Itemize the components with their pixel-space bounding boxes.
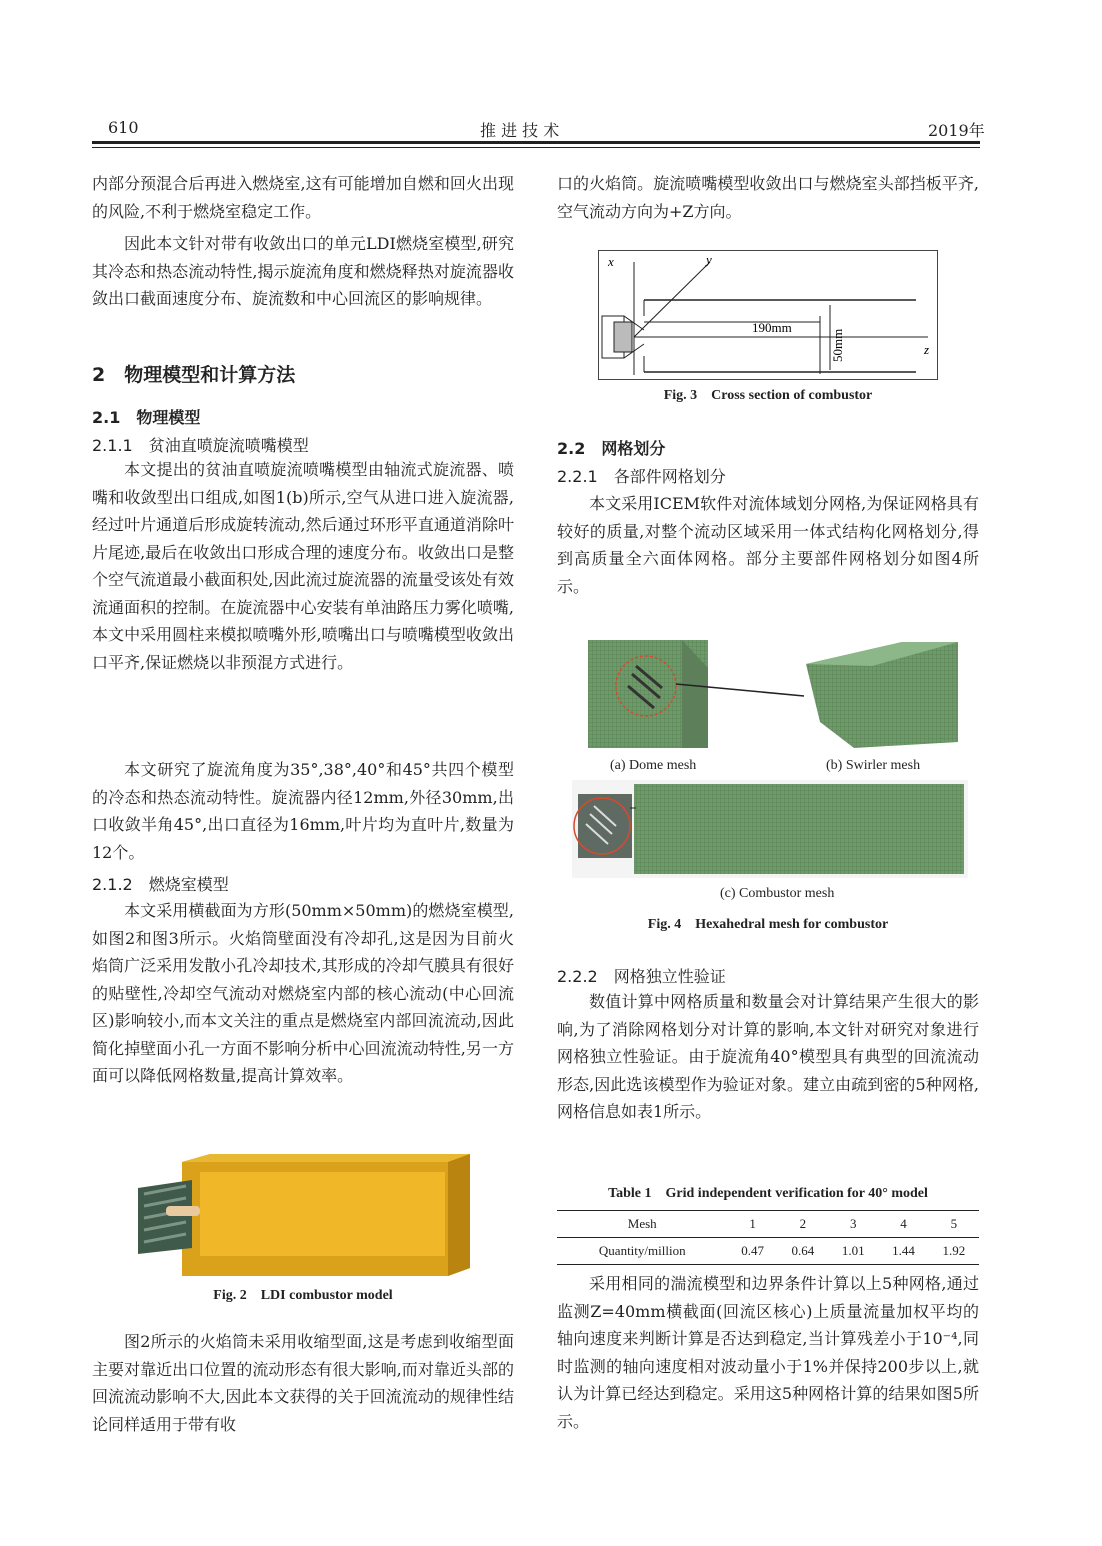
section-2-1-2-heading: 2.1.2 燃烧室模型 — [92, 875, 229, 894]
table-header-cell: 5 — [929, 1211, 979, 1238]
section-2-2-1-heading: 2.2.1 各部件网格划分 — [557, 467, 726, 486]
table-header-row — [557, 1211, 979, 1238]
table-cell: 1.01 — [828, 1238, 878, 1265]
year: 2019年 — [928, 121, 985, 140]
table-cell: 1.92 — [929, 1238, 979, 1265]
table-cell: 1.44 — [878, 1238, 928, 1265]
table-cell: 0.64 — [778, 1238, 828, 1265]
fig3-cross-section — [598, 250, 938, 380]
journal-name: 推 进 技 术 — [480, 121, 560, 140]
fig3-y-label: y — [706, 252, 712, 267]
fig2-combustor-model — [130, 1150, 480, 1280]
fig2-caption: Fig. 2 LDI combustor model — [213, 1288, 393, 1303]
right-para-4: 采用相同的湍流模型和边界条件计算以上5种网格,通过监测Z=40mm横截面(回流区核心)上质量流量加权平均的轴向速度来判断计算是否达到稳定,当计算残差小于10⁻⁴,同时监测的轴向速度相对波动量小于1%并保持200步以上,就认为计算已经达到稳定。采用这5种网格计算的结果如图5所示。 — [557, 1274, 979, 1431]
table-header-cell: 2 — [778, 1211, 828, 1238]
left-para-2: 因此本文针对带有收敛出口的单元LDI燃烧室模型,研究其冷态和热态流动特性,揭示旋流角度和燃烧释热对旋流器收敛出口截面速度分布、旋流数和中心回流区的影响规律。 — [92, 234, 514, 308]
section-2-1-heading: 2.1 物理模型 — [92, 408, 201, 427]
fig3-z-label: z — [924, 342, 930, 357]
fig4c-label: (c) Combustor mesh — [720, 886, 835, 901]
section-2-heading: 2 物理模型和计算方法 — [92, 364, 296, 386]
right-para-2: 本文采用ICEM软件对流体域划分网格,为保证网格具有较好的质量,对整个流动区域采用一体式结构化网格划分,得到高质量全六面体网格。部分主要部件网格划分如图4所示。 — [557, 494, 979, 596]
table1-caption: Table 1 Grid independent verification for 40° model — [608, 1186, 928, 1201]
right-para-3: 数值计算中网格质量和数量会对计算结果产生很大的影响,为了消除网格划分对计算的影响,本文针对研究对象进行网格独立性验证。由于旋流角40°模型具有典型的回流流动形态,因此选该模型作为验证对象。建立由疏到密的5种网格,网格信息如表1所示。 — [557, 992, 979, 1121]
table-header-cell: Mesh — [557, 1211, 727, 1238]
table-cell: Quantity/million — [557, 1238, 727, 1265]
fig3-x-label: x — [608, 254, 614, 269]
header-rule — [92, 141, 980, 144]
table1 — [557, 1210, 979, 1265]
fig3-width-label: 50mm — [830, 328, 845, 362]
section-2-2-heading: 2.2 网格划分 — [557, 439, 666, 458]
header-rule-thin — [92, 147, 980, 148]
table-header-cell: 4 — [878, 1211, 928, 1238]
table-row — [557, 1238, 979, 1265]
left-para-6: 图2所示的火焰筒未采用收缩型面,这是考虑到收缩型面主要对靠近出口位置的流动形态有很大影响,而对靠近头部的回流流动影响不大,因此本文获得的关于回流流动的规律性结论同样适用于带有收 — [92, 1332, 514, 1434]
table-cell: 0.47 — [727, 1238, 777, 1265]
fig4b-label: (b) Swirler mesh — [826, 758, 921, 773]
fig3-length-label: 190mm — [752, 320, 792, 335]
page-number: 610 — [108, 118, 139, 137]
section-2-2-2-heading: 2.2.2 网格独立性验证 — [557, 967, 726, 986]
left-para-1: 内部分预混合后再进入燃烧室,这有可能增加自燃和回火出现的风险,不利于燃烧室稳定工作。 — [92, 174, 514, 221]
left-para-4: 本文研究了旋流角度为35°,38°,40°和45°共四个模型的冷态和热态流动特性。旋流器内径12mm,外径30mm,出口收敛半角45°,出口直径为16mm,叶片均为直叶片,数量为12个。 — [92, 760, 514, 862]
table-header-cell: 1 — [727, 1211, 777, 1238]
left-para-3: 本文提出的贫油直喷旋流喷嘴模型由轴流式旋流器、喷嘴和收敛型出口组成,如图1(b)所示,空气从进口进入旋流器,经过叶片通道后形成旋转流动,然后通过环形平直通道消除叶片尾迹,最后在收敛出口形成合理的速度分布。收敛出口是整个空气流道最小截面积处,因此流过旋流器的流量受该处有效流通面积的控制。在旋流器中心安装有单油路压力雾化喷嘴,本文中采用圆柱来模拟喷嘴外形,喷嘴出口与喷嘴模型收敛出口平齐,保证燃烧以非预混方式进行。 — [92, 460, 514, 672]
section-2-1-1-heading: 2.1.1 贫油直喷旋流喷嘴模型 — [92, 436, 309, 455]
fig3-caption: Fig. 3 Cross section of combustor — [663, 388, 873, 403]
right-para-1: 口的火焰筒。旋流喷嘴模型收敛出口与燃烧室头部挡板平齐,空气流动方向为+Z方向。 — [557, 174, 979, 221]
fig4-caption: Fig. 4 Hexahedral mesh for combustor — [647, 917, 889, 932]
fig4a-label: (a) Dome mesh — [610, 758, 697, 773]
left-para-5: 本文采用横截面为方形(50mm×50mm)的燃烧室模型,如图2和图3所示。火焰筒壁面没有冷却孔,这是因为目前火焰筒广泛采用发散小孔冷却技术,其形成的冷却气膜具有很好的贴壁性,冷却空气流动对燃烧室内部的核心流动(中心回流区)影响较小,而本文关注的重点是燃烧室内部回流流动,因此简化掉壁面小孔一方面不影响分析中心回流流动特性,另一方面可以降低网格数量,提高计算效率。 — [92, 901, 514, 1085]
table-header-cell: 3 — [828, 1211, 878, 1238]
